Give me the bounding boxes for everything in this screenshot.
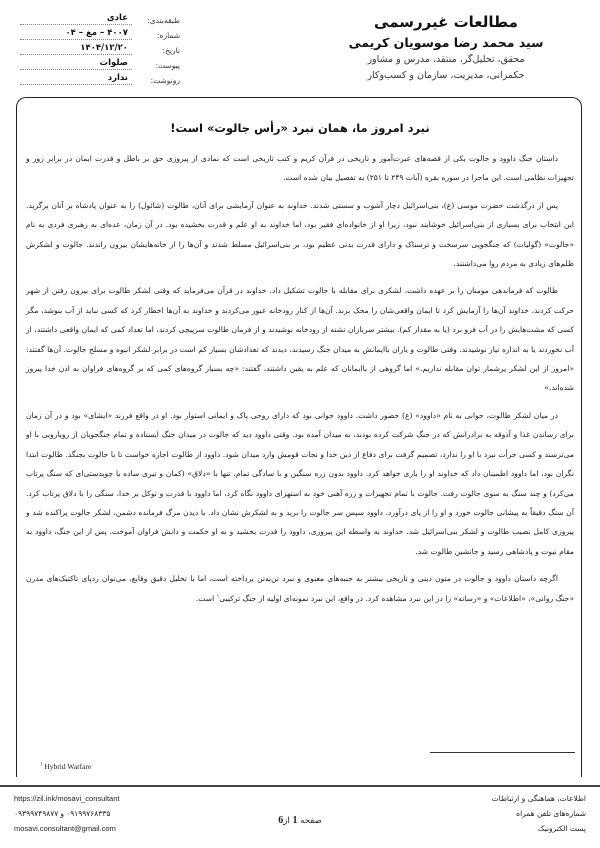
footnote-separator [430,752,575,753]
author-role-line-2: حکمرانی، مدیریت، سازمان و کسب‌وکار [367,70,525,81]
footer-email[interactable]: mosavi.consultant@gmail.com [14,824,116,833]
meta-value: ۱۴۰۴/۱۲/۲۰ [20,42,132,55]
paragraph: داستان جنگ داوود و جالوت یکی از قصه‌های عبرت‌آموز و تاریخی در قرآن کریم و کتب تاریخی است که نمادی از پیروزی حق بر باطل و قدرت ایمان در برابر زور و تجهیزات نظامی است. این ماجرا در سوره بقره (آیات ۲۴۹ تا ۲۵۱) به تفصیل بیان شده است. [26,154,574,183]
meta-row-classification [20,10,180,25]
document-metadata [20,10,180,85]
meta-label: تاریخ: [162,46,180,55]
footnote-number: 1 [40,762,43,768]
footer-contact-values [14,791,119,836]
meta-value: ۴۰۰۷ – مغ – ۰۴ [20,27,132,40]
footer-contact-labels [492,791,586,836]
page-total: 6 [278,815,284,826]
footer-link[interactable]: https://zil.ink/mosavi_consultant [14,794,120,803]
page-word: صفحه [300,816,322,826]
footnote-reference[interactable]: ۱ [216,593,220,599]
letterhead [306,12,586,84]
footer-separator [0,785,600,787]
paragraph-tail: است. [195,593,217,603]
org-title: مطالعات غیررسمی [374,13,518,31]
footnote [40,762,91,771]
meta-value: عادی [20,12,132,25]
meta-row-number [20,25,180,40]
page-number [240,815,360,826]
footnote-text: Hybrid Warfare [44,762,92,771]
author-role-line-1: محقق، تحلیل‌گر، منتقد، مدرس و مشاور [367,54,525,65]
document-body [26,149,574,608]
paragraph: پس از درگذشت حضرت موسی (ع)، بنی‌اسرائیل دچار آشوب و سستی شدند. خداوند به عنوان آزمایشی برای آنان، طالوت (شائول) را به عنوان پادشاه بر آنان برگزید. این انتخاب برای بسیاری از بنی‌اسرائیل خوشایند نبود، زیرا او از خانواده‌ای فقیر بود، اما خداوند به او علم و قدرت بخشیده بود. در آن زمان، عده‌ای به رهبری فردی به نام «جالوت» (گولیات) که جنگجویی سرسخت و ترسناک و دارای قدرت بدنی عظیم بود، بر بنی‌اسرائیل مسلط شدند و آن‌ها را از خانه‌هایشان بیرون راندند. جالوت و لشکرش ظلم‌های زیادی به مردم روا می‌داشتند. [26,200,574,269]
paragraph: طالوت که فرماندهی مومنان را بر عهده داشت، لشکری برای مقابله با جالوت تشکیل داد. خداوند در قرآن می‌فرماید که وقتی لشکر طالوت برای بیرون رفتن از شهر حرکت کردند، خداوند آن‌ها را آزمایش کرد تا ایمان واقعی‌شان را محک بزند. آن‌ها از کنار رودخانه عبور می‌کردند و خداوند به آن‌ها اخطار کرد که کسی نباید از آب بنوشد، مگر کسی که مشت‌هایش را در آب فرو برد (یا به مقدار کم). بیشتر سربازان تشنه از رودخانه نوشیدند و از فرمان طالوت سرپیچی کردند، اما تعداد کمی که ایمان واقعی داشتند، از آب نخوردند یا به اندازه نیاز نوشیدند. وقتی طالوت و یاران باایمانش به میدان جنگ رسیدند، دیدند که تعدادشان بسیار کم است در برابر لشکر انبوه و مسلح جالوت. آن‌ها گفتند: «امروز از این لشکر پرشمار توان مقابله نداریم.» اما گروهی از باایمانان که علم به یقین داشتند، گفتند: «چه بسیار گروه‌های کمی که بر گروه‌های فراوان به اذن خدا پیروز شده‌اند.» [26,286,574,393]
meta-label: رونوشت: [150,76,180,85]
footer-label-email: پست الکترونیک [537,824,586,833]
meta-label: طبقه‌بندی: [147,16,180,25]
page-current: 1 [292,815,298,826]
meta-label: پیوست: [155,61,180,70]
paragraph: در میان لشکر طالوت، جوانی به نام «داوود» (ع) حضور داشت. داوود جوانی بود که دارای روحی پاک و ایمانی استوار بود. او در واقع فرزند «ایشای» بود و در آن زمان برای رساندن غذا و آذوقه به برادرانش که در جنگ شرکت کرده بودند، به میدان آمده بود. وقتی داوود دید که جالوت در میدان جنگ ایستاده و تمام جنگجویان از رویارویی با او می‌ترسند و کسی جرأت نبرد با او را ندارد، تصمیم گرفت برای دفاع از دین خدا و نجات قومش وارد میدان شود. داوود از طالوت اجازه خواست تا با جالوت بجنگد. طالوت ابتدا نگران بود، اما داوود اطمینان داد که خداوند او را یاری خواهد کرد. داوود بدون زره سنگین و با سادگی تمام، تنها با «دلاق» (کمان و تیری ساده یا چوبدستی‌ای که سنگ پرتاب می‌کرد) و چند سنگ به سوی جالوت رفت. جالوت با تمام تجهیزات و زره آهنی خود به استهزای داوود نگاه کرد، اما داوود با قدرت و توکل بر خدا، سنگی را با دلاق پرتاب کرد. آن سنگ دقیقاً به پیشانی جالوت خورد و او را از پای درآورد. داوود سپس سر جالوت را برید و به لشکرش نشان داد. با دیدن مرگ فرمانده دشمن، لشکر جالوت پراکنده شد و پیروزی کامل نصیب طالوت و لشکر بنی‌اسرائیل شد. خداوند به واسطه این پیروزی، داوود را قدرت بخشید و به او حکمت و دانش فراوان آموخت. پس از این جنگ، داوود به مقام نبوت و پادشاهی رسید و جانشین طالوت شد. [26,410,574,556]
document-title: نبرد امروز ما، همان نبرد «رأس جالوت» است! [170,121,430,135]
footer-phones: ۰۹۱۹۹۷۶۸۳۳۵ و ۰۹۳۹۹۷۴۹۸۷۷ [14,809,111,818]
meta-row-date [20,40,180,55]
meta-row-attachment [20,55,180,70]
paragraph-text: اگرچه داستان داوود و جالوت در متون دینی و تاریخی بیشتر به جنبه‌های معنوی و نبرد تن‌به‌تن پرداخته است، اما با تحلیل دقیق وقایع، می‌توان ردپای تاکتیک‌های مدرن «جنگ روانی»، «اطلاعات» و «رسانه» را در این نبرد مشاهده کرد. در واقع، این نبرد نمونه‌ای اولیه از جنگ ترکیبی [26,574,574,603]
footer-label-info: اطلاعات، هماهنگی و ارتباطات [491,794,586,803]
author-name: سید محمد رضا موسویان کریمی [348,35,544,50]
footer-label-phones: شماره‌های تلفن همراه [516,809,586,818]
meta-value: ندارد [20,72,132,85]
meta-label: شماره: [157,31,180,40]
paragraph-last [26,569,574,608]
page-of: از [283,816,290,826]
meta-row-copy [20,70,180,85]
meta-value: صلوات [20,57,132,70]
